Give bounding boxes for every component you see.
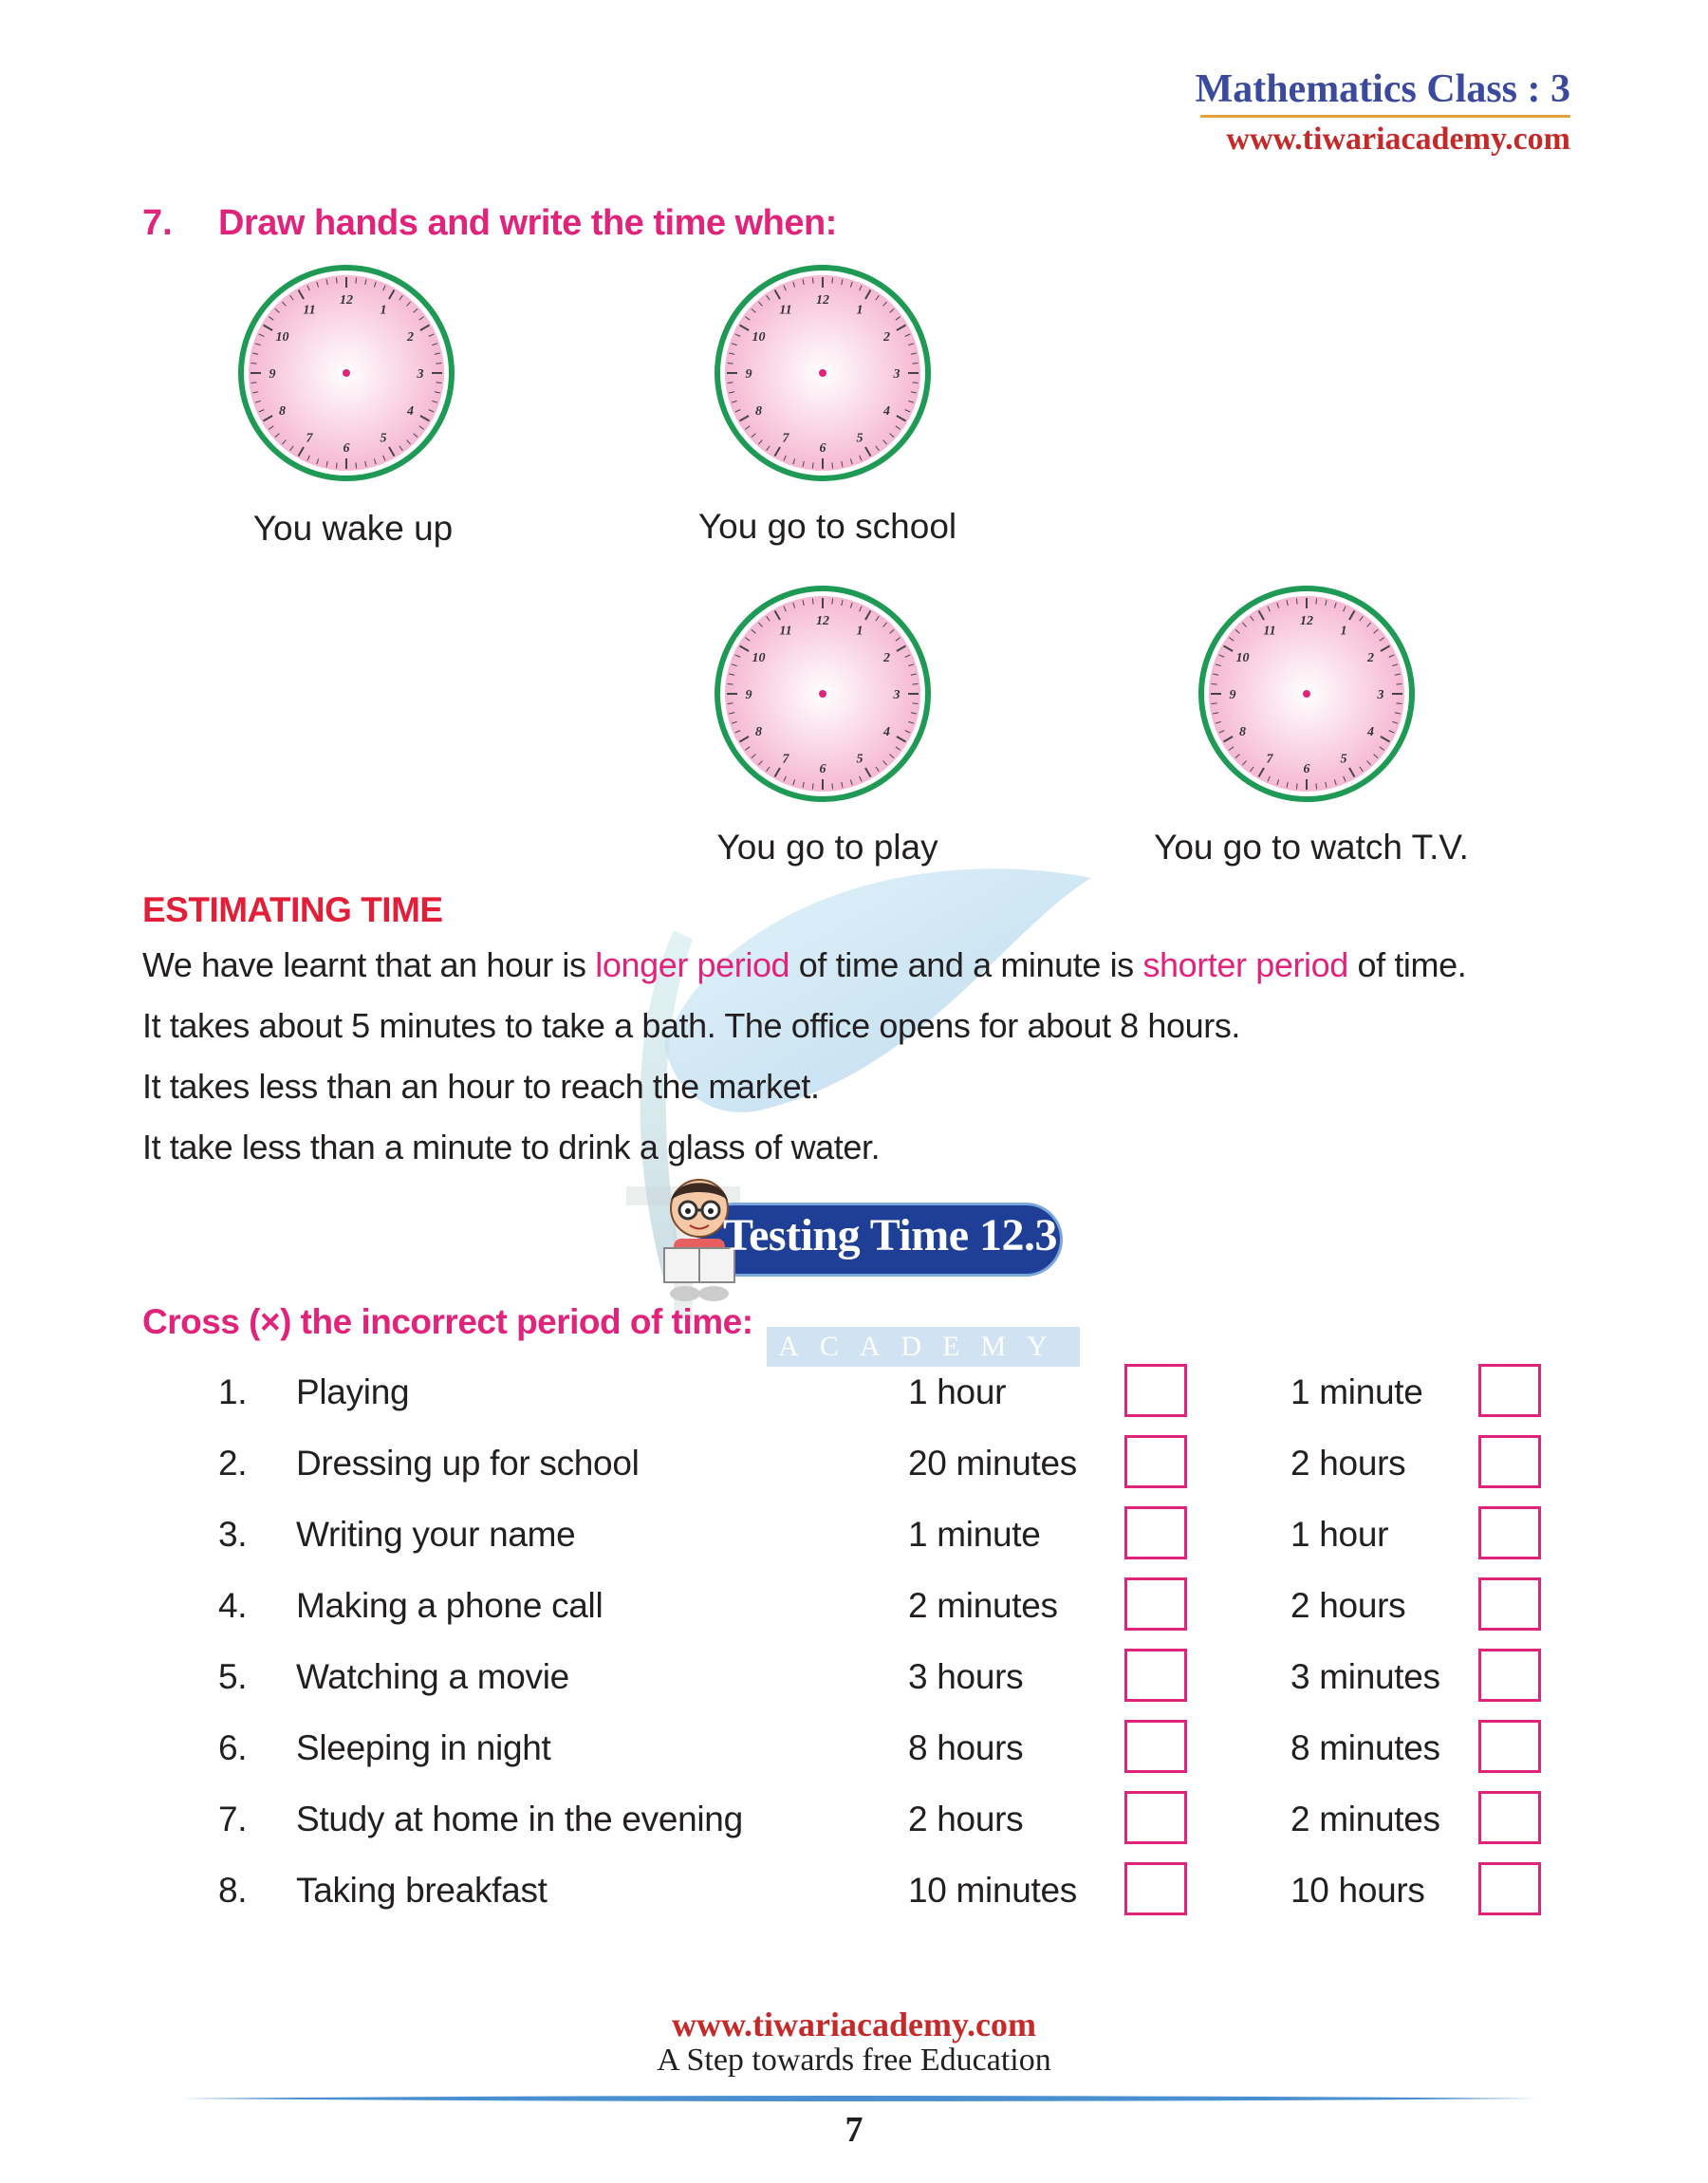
table-row <box>0 1506 1708 1563</box>
testing-time-title: Testing Time 12.3 <box>723 1210 1058 1260</box>
shorter-period-highlight: shorter period <box>1142 945 1348 984</box>
clock-numeral: 1 <box>380 303 387 318</box>
clock-go-to-play[interactable] <box>714 585 932 803</box>
clock-numeral: 12 <box>340 293 353 308</box>
clock-numeral: 12 <box>816 293 829 308</box>
row-number: 6. <box>218 1728 248 1767</box>
row-option-2: 2 minutes <box>1290 1800 1440 1838</box>
row-option-2: 10 hours <box>1290 1871 1425 1910</box>
clock-tick <box>251 382 257 383</box>
table-row <box>0 1364 1708 1421</box>
clock-tick <box>728 363 733 364</box>
row-activity: Taking breakfast <box>296 1871 548 1910</box>
option-2-checkbox[interactable] <box>1478 1720 1541 1773</box>
clock-center-dot <box>343 369 350 377</box>
header-url: www.tiwariacademy.com <box>1226 121 1570 157</box>
question-number: 7. <box>142 203 173 243</box>
clock-numeral: 6 <box>1303 762 1310 776</box>
row-activity: Making a phone call <box>296 1586 603 1625</box>
row-number: 2. <box>218 1444 248 1483</box>
clock-wake-up[interactable] <box>237 264 455 482</box>
clock-numeral: 6 <box>343 441 350 456</box>
clock-numeral: 9 <box>269 367 276 382</box>
clock-numeral: 4 <box>883 725 891 739</box>
row-option-2: 1 minute <box>1290 1372 1423 1411</box>
table-row <box>0 1577 1708 1634</box>
footer-url: www.tiwariacademy.com <box>672 2006 1036 2043</box>
clock-tick <box>832 783 833 789</box>
row-number: 8. <box>218 1871 248 1910</box>
option-1-checkbox[interactable] <box>1124 1649 1187 1702</box>
clock-tick <box>1212 703 1217 704</box>
book-title: Mathematics Class : 3 <box>1195 67 1570 111</box>
clock-numeral: 1 <box>1340 624 1347 639</box>
row-activity: Sleeping in night <box>296 1728 551 1767</box>
clock-tick <box>912 382 918 383</box>
row-option-1: 10 minutes <box>908 1871 1077 1910</box>
clock-tick <box>812 599 813 605</box>
clock-numeral: 5 <box>856 752 863 767</box>
clock-label-go-to-school: You go to school <box>697 507 957 546</box>
clock-center-dot <box>819 690 826 698</box>
clock-numeral: 7 <box>782 752 789 767</box>
option-2-checkbox[interactable] <box>1478 1435 1541 1488</box>
table-row <box>0 1720 1708 1777</box>
clock-tick <box>912 683 918 684</box>
header-rule <box>1200 115 1570 118</box>
clock-numeral: 12 <box>1300 614 1313 628</box>
row-activity: Writing your name <box>296 1515 576 1554</box>
estimating-paragraph-2: It takes about 5 minutes to take a bath. The office opens for about 8 hours. <box>142 1006 1241 1045</box>
clock-numeral: 4 <box>883 404 891 419</box>
clock-numeral: 8 <box>754 404 762 419</box>
clock-tick <box>832 599 833 605</box>
option-2-checkbox[interactable] <box>1478 1506 1541 1559</box>
clock-numeral: 10 <box>752 651 766 665</box>
clock-numeral: 5 <box>380 431 387 446</box>
clock-numeral: 9 <box>745 688 752 702</box>
clock-numeral: 4 <box>407 404 415 419</box>
clock-tick <box>912 363 918 364</box>
option-1-checkbox[interactable] <box>1124 1577 1187 1631</box>
clock-center-dot <box>819 369 826 377</box>
row-number: 7. <box>218 1800 248 1838</box>
clock-tick <box>812 783 813 789</box>
clock-tick <box>1396 703 1402 704</box>
clock-label-go-to-play: You go to play <box>716 828 938 867</box>
row-option-1: 3 hours <box>908 1657 1024 1696</box>
clock-numeral: 6 <box>819 441 826 456</box>
clock-numeral: 3 <box>417 367 424 382</box>
clock-numeral: 8 <box>754 725 762 739</box>
option-1-checkbox[interactable] <box>1124 1435 1187 1488</box>
clock-numeral: 3 <box>893 367 900 382</box>
clock-tick <box>912 703 918 704</box>
estimating-paragraph-3: It takes less than an hour to reach the market. <box>142 1067 820 1106</box>
row-option-2: 8 minutes <box>1290 1728 1440 1767</box>
clock-numeral: 11 <box>1263 624 1276 639</box>
clock-tick <box>728 683 733 684</box>
clock-label-watch-tv: You go to watch T.V. <box>1154 828 1469 867</box>
clock-numeral: 1 <box>856 303 863 318</box>
clock-tick <box>832 462 833 468</box>
clock-tick <box>832 278 833 284</box>
clock-numeral: 9 <box>1229 688 1236 702</box>
option-1-checkbox[interactable] <box>1124 1506 1187 1559</box>
footer-tagline: A Step towards free Education <box>657 2043 1051 2078</box>
clock-tick <box>1316 783 1317 789</box>
footer-divider <box>180 2095 1537 2102</box>
academy-watermark: ACADEMY <box>767 1327 1080 1367</box>
clock-tick <box>251 363 257 364</box>
option-1-checkbox[interactable] <box>1124 1791 1187 1844</box>
clock-center-dot <box>1303 690 1310 698</box>
row-option-1: 2 minutes <box>908 1586 1058 1625</box>
row-option-2: 2 hours <box>1290 1444 1406 1483</box>
clock-numeral: 4 <box>1367 725 1375 739</box>
page-number: 7 <box>845 2110 863 2150</box>
clock-tick <box>336 462 337 468</box>
row-option-1: 2 hours <box>908 1800 1024 1838</box>
table-row <box>0 1435 1708 1492</box>
clock-tick <box>728 382 733 383</box>
clock-tick <box>812 462 813 468</box>
clock-tick <box>336 278 337 284</box>
option-1-checkbox[interactable] <box>1124 1862 1187 1915</box>
clock-numeral: 9 <box>745 367 752 382</box>
row-number: 3. <box>218 1515 248 1554</box>
row-activity: Study at home in the evening <box>296 1800 743 1838</box>
clock-numeral: 8 <box>278 404 286 419</box>
estimating-paragraph-1: We have learnt that an hour is longer period of time and a minute is shorter period of time. <box>142 945 1467 984</box>
clock-numeral: 11 <box>779 624 792 639</box>
clock-tick <box>1316 599 1317 605</box>
clock-numeral: 2 <box>883 330 891 345</box>
option-1-checkbox[interactable] <box>1124 1720 1187 1773</box>
clock-tick <box>812 278 813 284</box>
clock-numeral: 7 <box>306 431 313 446</box>
option-2-checkbox[interactable] <box>1478 1364 1541 1417</box>
row-option-1: 8 hours <box>908 1728 1024 1767</box>
row-option-1: 20 minutes <box>908 1444 1077 1483</box>
clock-numeral: 3 <box>893 688 900 702</box>
clock-numeral: 2 <box>883 651 891 665</box>
row-option-2: 2 hours <box>1290 1586 1406 1625</box>
clock-tick <box>436 363 441 364</box>
table-row <box>0 1649 1708 1706</box>
row-activity: Dressing up for school <box>296 1444 640 1483</box>
clock-numeral: 6 <box>819 762 826 776</box>
clock-tick <box>356 278 357 284</box>
clock-tick <box>436 382 441 383</box>
cross-instruction: Cross (×) the incorrect period of time: <box>142 1302 753 1341</box>
option-2-checkbox[interactable] <box>1478 1791 1541 1844</box>
clock-tick <box>1296 599 1297 605</box>
clock-numeral: 11 <box>303 303 316 318</box>
clock-numeral: 7 <box>782 431 789 446</box>
clock-numeral: 10 <box>1235 651 1250 665</box>
estimating-time-heading: ESTIMATING TIME <box>142 890 443 929</box>
clock-numeral: 12 <box>816 614 829 628</box>
clock-numeral: 8 <box>1238 725 1246 739</box>
estimating-paragraph-4: It take less than a minute to drink a glass of water. <box>142 1128 881 1166</box>
row-option-2: 3 minutes <box>1290 1657 1440 1696</box>
clock-label-wake-up: You wake up <box>252 509 454 548</box>
row-activity: Watching a movie <box>296 1657 569 1696</box>
clock-tick <box>1396 683 1402 684</box>
option-2-checkbox[interactable] <box>1478 1577 1541 1631</box>
longer-period-highlight: longer period <box>595 945 790 984</box>
clock-numeral: 3 <box>1377 688 1384 702</box>
clock-numeral: 5 <box>856 431 863 446</box>
clock-tick <box>1212 683 1217 684</box>
clock-numeral: 1 <box>856 624 863 639</box>
row-number: 1. <box>218 1372 248 1411</box>
clock-numeral: 7 <box>1266 752 1273 767</box>
clock-numeral: 11 <box>779 303 792 318</box>
clock-tick <box>1296 783 1297 789</box>
question-text: Draw hands and write the time when: <box>218 203 837 243</box>
row-activity: Playing <box>296 1372 410 1411</box>
option-2-checkbox[interactable] <box>1478 1862 1541 1915</box>
table-row <box>0 1862 1708 1919</box>
row-option-1: 1 hour <box>908 1372 1007 1411</box>
table-row <box>0 1791 1708 1848</box>
clock-numeral: 2 <box>407 330 415 345</box>
row-number: 5. <box>218 1657 248 1696</box>
clock-numeral: 2 <box>1367 651 1375 665</box>
clock-numeral: 5 <box>1340 752 1347 767</box>
clock-numeral: 10 <box>752 330 766 345</box>
clock-watch-tv[interactable] <box>1197 585 1416 803</box>
clock-go-to-school[interactable] <box>714 264 932 482</box>
option-1-checkbox[interactable] <box>1124 1364 1187 1417</box>
option-2-checkbox[interactable] <box>1478 1649 1541 1702</box>
row-option-2: 1 hour <box>1290 1515 1389 1554</box>
clock-tick <box>728 703 733 704</box>
row-option-1: 1 minute <box>908 1515 1041 1554</box>
clock-numeral: 10 <box>275 330 289 345</box>
clock-tick <box>356 462 357 468</box>
row-number: 4. <box>218 1586 248 1625</box>
